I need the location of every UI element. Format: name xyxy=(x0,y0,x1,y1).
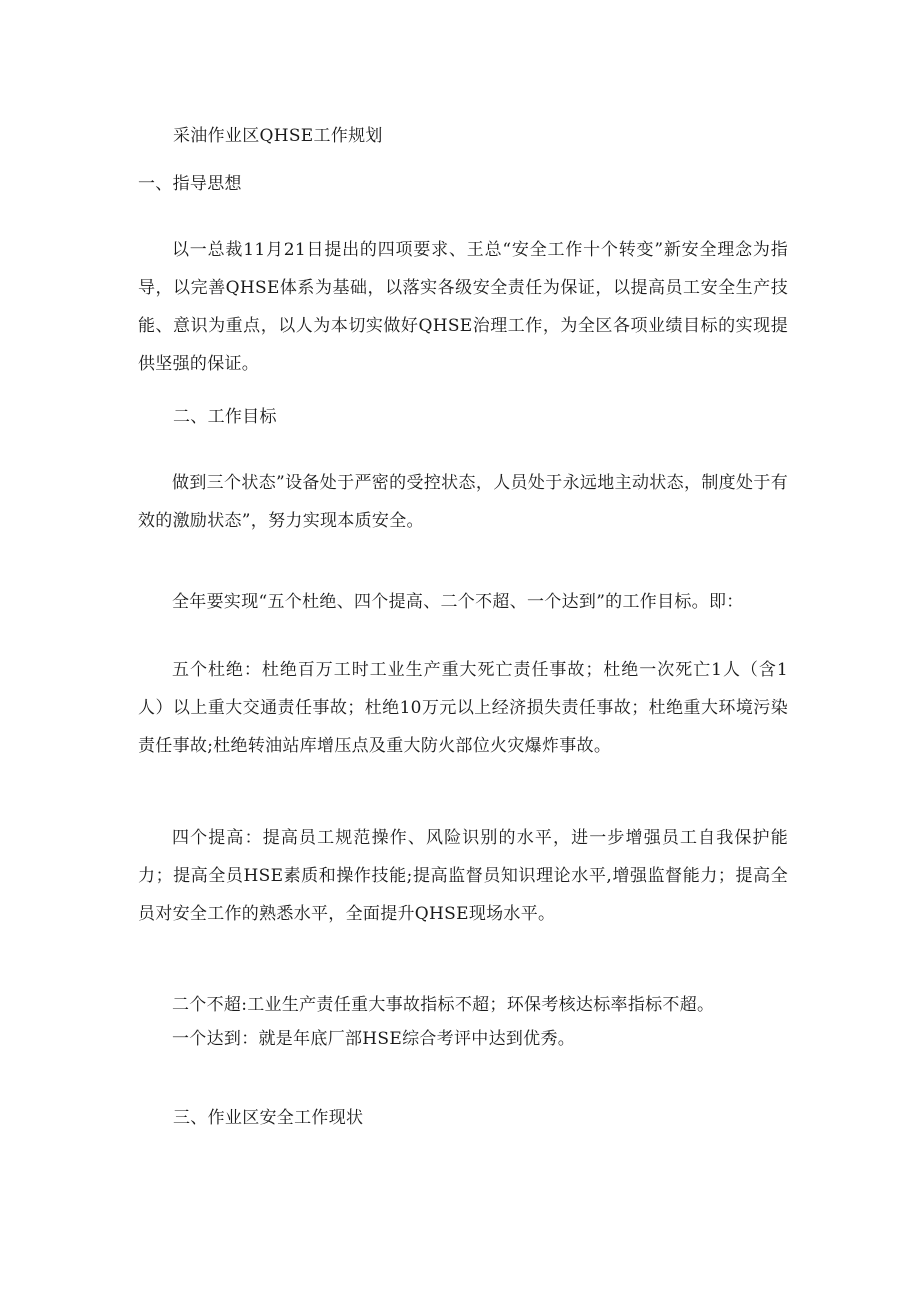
paragraph-two-not-exceed: 二个不超:工业生产责任重大事故指标不超；环保考核达标率指标不超。 xyxy=(172,995,715,1015)
document-title: 采油作业区QHSE工作规划 xyxy=(173,126,383,146)
section-heading-current-status: 三、作业区安全工作现状 xyxy=(173,1108,364,1128)
paragraph-one-achieve: 一个达到：就是年底厂部HSE综合考评中达到优秀。 xyxy=(172,1029,576,1049)
paragraph-four-improvements: 四个提高：提高员工规范操作、风险识别的水平，进一步增强员工自我保护能力；提高全员HSE素质和操作技能;提高监督员知识理论水平,增强监督能力；提高全员对安全工作的熟悉水平，全面提升QHSE现场水平。 xyxy=(138,828,788,924)
section-heading-guiding-ideology: 一、指导思想 xyxy=(138,174,242,194)
section-heading-work-goals: 二、工作目标 xyxy=(173,407,277,427)
paragraph-three-states: 做到三个状态”设备处于严密的受控状态，人员处于永远地主动状态，制度处于有效的激励状态”，努力实现本质安全。 xyxy=(138,473,788,531)
paragraph-annual-goals: 全年要实现“五个杜绝、四个提高、二个不超、一个达到”的工作目标。即： xyxy=(172,592,744,612)
paragraph-guiding-ideology: 以一总裁11月21日提出的四项要求、王总“安全工作十个转变”新安全理念为指导，以完善QHSE体系为基础，以落实各级安全责任为保证，以提高员工安全生产技能、意识为重点，以人为本切实做好QHSE治理工作，为全区各项业绩目标的实现提供坚强的保证。 xyxy=(138,240,788,374)
paragraph-five-eliminations: 五个杜绝：杜绝百万工时工业生产重大死亡责任事故；杜绝一次死亡1人（含1人）以上重大交通责任事故；杜绝10万元以上经济损失责任事故；杜绝重大环境污染责任事故;杜绝转油站库增压点及重大防火部位火灾爆炸事故。 xyxy=(138,660,788,756)
